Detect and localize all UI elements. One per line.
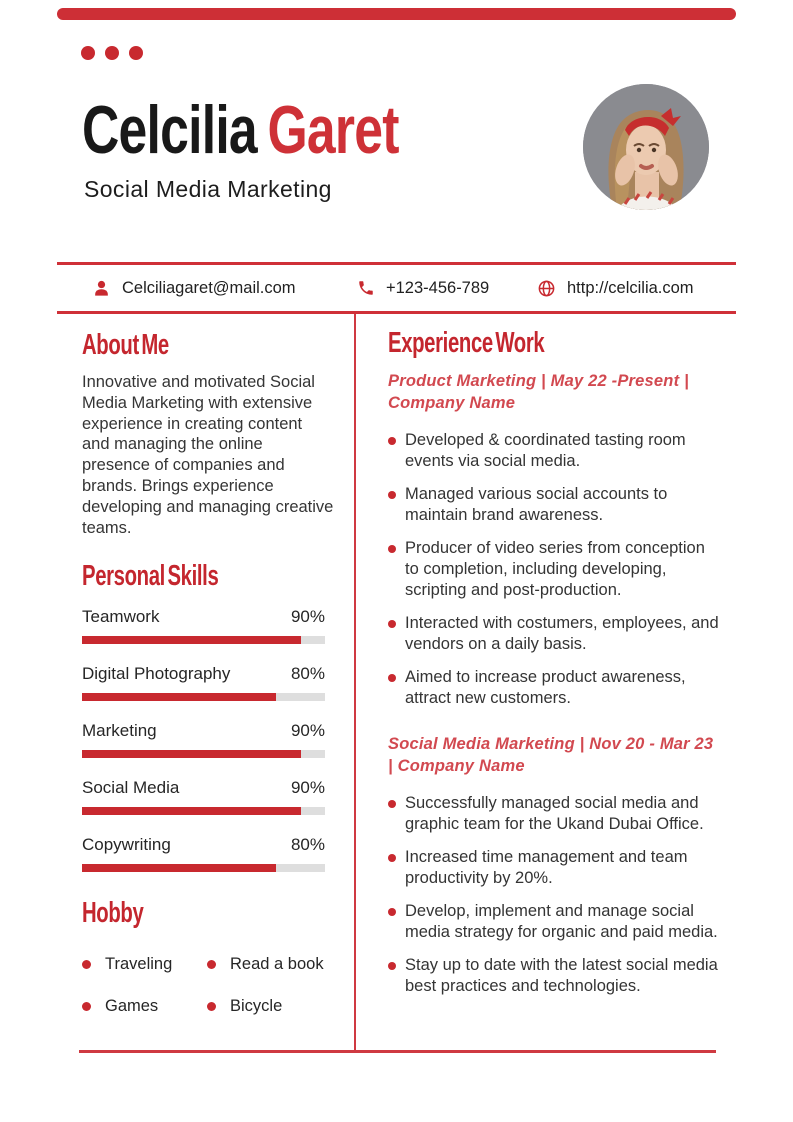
skill-bar-fill [82, 636, 301, 644]
skill-bar-track [82, 636, 325, 644]
hobby-title: Hobby [82, 897, 144, 929]
skill-bar-track [82, 864, 325, 872]
person-icon [92, 279, 111, 298]
contact-email-text: Celciliagaret@mail.com [122, 278, 296, 297]
skills-section [82, 558, 325, 892]
skill-bar-track [82, 750, 325, 758]
job-title: Social Media Marketing [84, 176, 332, 202]
skill-label: Digital Photography [82, 664, 231, 683]
bullet-dot-icon [82, 1002, 91, 1011]
bullet-dot-icon [82, 960, 91, 969]
skill-row [82, 664, 325, 701]
contact-phone-text: +123-456-789 [386, 278, 490, 297]
hobby-list [82, 955, 342, 1015]
bottom-rule [79, 1050, 716, 1053]
job-bullet-list [388, 430, 722, 709]
skill-value: 90% [290, 721, 325, 740]
job-bullet: Managed various social accounts to maintain brand awareness. [388, 484, 722, 526]
experience-section [388, 325, 722, 1009]
decorative-dot [105, 46, 119, 60]
skill-label: Copywriting [82, 835, 171, 854]
skill-bar-fill [82, 864, 276, 872]
job-bullet: Aimed to increase product awareness, attract new customers. [388, 667, 722, 709]
hobby-item [82, 955, 207, 973]
hobby-item [207, 997, 342, 1015]
hobby-item [82, 997, 207, 1015]
about-title: About Me [82, 329, 169, 361]
skill-bar-fill [82, 807, 301, 815]
skill-bar-fill [82, 750, 301, 758]
about-section [82, 327, 334, 538]
contact-website-text: http://celcilia.com [567, 278, 694, 297]
skill-row [82, 721, 325, 758]
profile-photo [583, 84, 709, 210]
first-name: Celcilia [82, 92, 268, 168]
skill-label: Teamwork [82, 607, 160, 626]
skills-title: Personal Skills [82, 560, 219, 592]
hobby-item [207, 955, 342, 973]
job-bullet: Stay up to date with the latest social media best practices and technologies. [388, 955, 722, 997]
experience-title: Experience Work [388, 327, 545, 359]
person-name [82, 92, 399, 168]
skill-label: Social Media [82, 778, 180, 797]
skill-list [82, 607, 325, 872]
skill-bar-track [82, 807, 325, 815]
globe-icon [537, 279, 556, 298]
job-bullet: Increased time management and team productivity by 20%. [388, 847, 722, 889]
job-bullet: Interacted with costumers, employees, and vendors on a daily basis. [388, 613, 722, 655]
decorative-dot [81, 46, 95, 60]
job-bullet: Develop, implement and manage social media strategy for organic and paid media. [388, 901, 722, 943]
top-accent-bar [57, 8, 736, 20]
skill-bar-track [82, 693, 325, 701]
skill-bar-fill [82, 693, 276, 701]
job-bullet-list [388, 793, 722, 997]
contact-bar-bottom-rule [57, 311, 736, 314]
hobby-label: Bicycle [230, 996, 283, 1015]
job-heading: Product Marketing | May 22 -Present | Company Name [388, 372, 689, 412]
decorative-dot [129, 46, 143, 60]
skill-value: 80% [290, 835, 325, 854]
skill-label: Marketing [82, 721, 157, 740]
hobby-label: Games [105, 996, 159, 1015]
job-bullet: Successfully managed social media and graphic team for the Ukand Dubai Office. [388, 793, 722, 835]
contact-bar-top-rule [57, 262, 736, 265]
contact-website[interactable] [537, 274, 694, 302]
profile-photo-illustration [583, 84, 709, 210]
contact-email[interactable] [92, 274, 296, 302]
hobby-label: Traveling [105, 954, 173, 973]
bullet-dot-icon [207, 960, 216, 969]
column-divider [354, 314, 356, 1051]
job-bullet: Developed & coordinated tasting room events via social media. [388, 430, 722, 472]
skill-value: 90% [290, 778, 325, 797]
skill-value: 80% [290, 664, 325, 683]
hobby-section [82, 895, 342, 1015]
bullet-dot-icon [207, 1002, 216, 1011]
skill-value: 90% [290, 607, 325, 626]
contact-phone[interactable] [357, 274, 489, 302]
about-body: Innovative and motivated Social Media Marketing with extensive experience in creating content and managing the online presence of companies and brands. Brings experience developing and managing creative teams. [82, 373, 334, 537]
skill-row [82, 835, 325, 872]
job-heading: Social Media Marketing | Nov 20 - Mar 23 | Company Name [388, 735, 714, 775]
skill-row [82, 778, 325, 815]
last-name: Garet [267, 92, 399, 168]
skill-row [82, 607, 325, 644]
phone-icon [357, 279, 375, 297]
job-bullet: Producer of video series from conception to completion, including developing, scripting and post-production. [388, 538, 722, 601]
hobby-label: Read a book [230, 954, 324, 973]
